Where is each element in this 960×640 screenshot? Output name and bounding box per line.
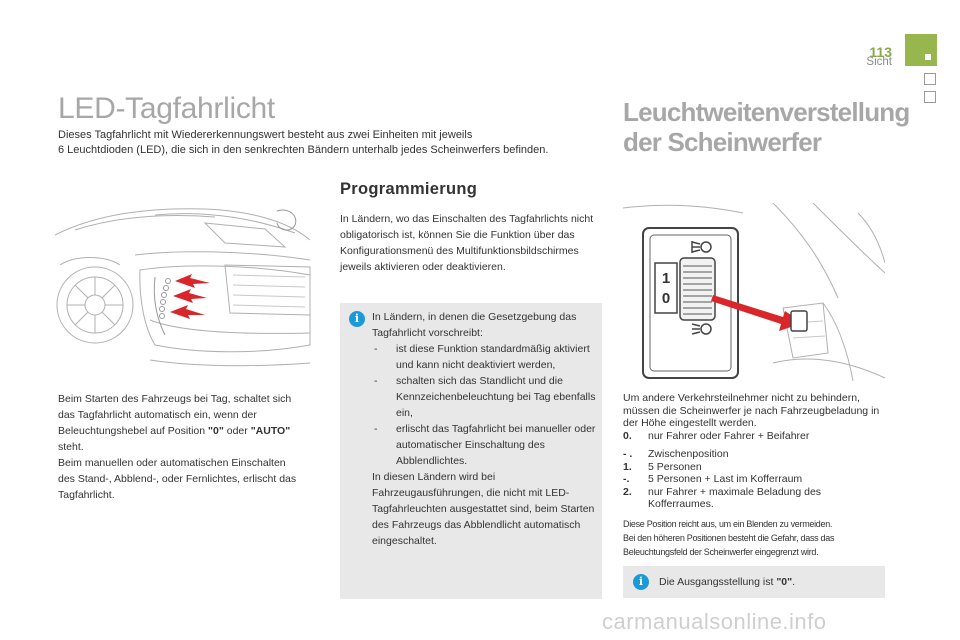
- watermark: carmanualsonline.info: [602, 609, 827, 634]
- info-intro: In Ländern, in denen die Gesetzgebung das Tagfahrlicht vorschreibt:: [372, 311, 577, 339]
- list-item: -. 5 Personen + Last im Kofferraum: [623, 473, 803, 485]
- dial-label-0: 0: [661, 290, 671, 307]
- info-outro: In diesen Ländern wird bei Fahrzeugausführungen, die nicht mit LED-Tagfahrleuchten ausgestattet sind, beim Starten des Fahrzeugs das Abblendlicht automatisch eingeschaltet.: [372, 471, 595, 547]
- programming-heading: Programmierung: [340, 180, 478, 198]
- adjustment-intro: Um andere Verkehrsteilnehmer nicht zu behindern, müssen die Scheinwerfer je nach Fahrzeugbeladung in der Höhe eingestellt werden.: [623, 392, 880, 429]
- list-item: - erlischt das Tagfahrlicht bei manueller oder automatischer Einschaltung des Abblendlichtes.: [374, 423, 596, 467]
- chapter-tab[interactable]: [924, 91, 936, 103]
- chapter-tab[interactable]: [924, 73, 936, 85]
- headlamp-adjustment-text: [623, 392, 888, 559]
- list-item: 0. nur Fahrer oder Fahrer + Beifahrer: [623, 429, 810, 442]
- intro-line: Dieses Tagfahrlicht mit Wiedererkennungswert besteht aus zwei Einheiten mit jeweils: [58, 129, 473, 141]
- section-name: Sicht: [866, 56, 892, 68]
- glare-note: Diese Position reicht aus, um ein Blenden zu vermeiden. Bei den höheren Positionen besteht die Gefahr, dass das Beleuchtungsfeld der Scheinwerfer eingegrenzt wird.: [623, 518, 835, 557]
- legislation-info-box: [340, 303, 602, 599]
- intro-text: [58, 128, 548, 158]
- headlamp-adjuster-illustration: [623, 203, 885, 381]
- programming-paragraph: In Ländern, wo das Einschalten des Tagfahrlichts nicht obligatorisch ist, können Sie die Funktion über das Konfigurationsmenü des Multifunktionsbildschirmes jeweils aktivieren oder deaktivieren.: [340, 213, 594, 273]
- info-icon: i: [633, 574, 649, 590]
- dial-label-1: 1: [661, 270, 671, 287]
- initial-position-info-box: i Die Ausgangsstellung ist "0".: [623, 566, 885, 598]
- list-item: 1. 5 Personen: [623, 460, 702, 473]
- led-daytime-light-title: LED-Tagfahrlicht: [58, 92, 275, 125]
- car-front-illustration: [55, 195, 320, 375]
- led-behavior-text: [58, 391, 303, 503]
- intro-line: 6 Leuchtdioden (LED), die sich in den senkrechten Bändern unterhalb jedes Scheinwerfers befinden.: [58, 144, 549, 156]
- info-icon: i: [349, 311, 365, 327]
- list-item: - ist diese Funktion standardmäßig aktiviert und kann nicht deaktiviert werden,: [374, 343, 590, 371]
- list-item: 2. nur Fahrer + maximale Beladung des Kofferraumes.: [623, 485, 822, 510]
- list-item: - . Zwischenposition: [623, 448, 729, 460]
- page-number: 113: [869, 44, 892, 60]
- list-item: - schalten sich das Standlicht und die Kennzeichenbeleuchtung bei Tag ebenfalls ein,: [374, 375, 596, 419]
- led-auto-paragraph: Beim Starten des Fahrzeugs bei Tag, schaltet sich das Tagfahrlicht automatisch ein, wenn der Beleuchtungshebel auf Position "0" oder "AUTO" steht.: [58, 393, 292, 453]
- tab-marker-icon: [925, 54, 931, 60]
- headlamp-adjustment-title: Leuchtweitenverstellung der Scheinwerfer: [623, 97, 910, 157]
- led-off-paragraph: Beim manuellen oder automatischen Einschalten des Stand-, Abblend-, oder Fernlichtes, erlischt das Tagfahrlicht.: [58, 457, 297, 501]
- chapter-tab-active[interactable]: [905, 34, 937, 66]
